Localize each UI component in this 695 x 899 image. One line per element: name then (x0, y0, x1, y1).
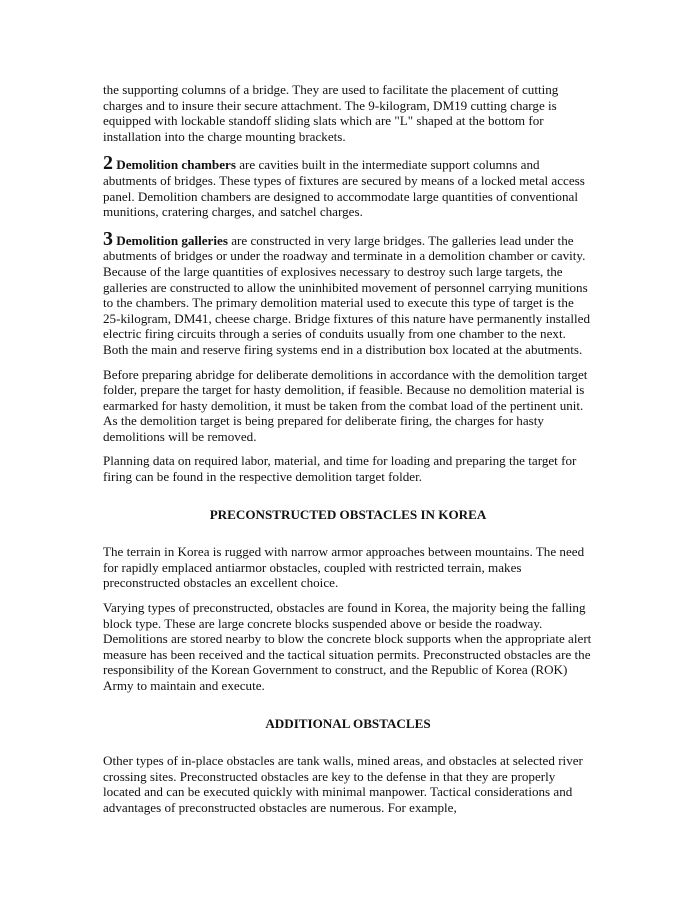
item-number: 3 (103, 227, 113, 250)
paragraph-hasty-demolition: Before preparing abridge for deliberate demolitions in accordance with the demolition target folder, prepare the target for hasty demolition, if feasible. Because no demolition material is earmarked for hasty demolition, it must be taken from the combat load of the pertinent unit. As the demolition target is being prepared for deliberate firing, the charges for hasty demolitions will be removed. (103, 366, 588, 444)
heading-korea: PRECONSTRUCTED OBSTACLES IN KOREA (209, 506, 487, 522)
paragraph-bridge-brackets: the supporting columns of a bridge. They are used to facilitate the placement of cutting charges and to insure their secure attachment. The 9-kilogram, DM19 cutting charge is equipped with lockable standoff sliding slats which are "L" shaped at the bottom for installation into the charge mounting brackets. (103, 82, 559, 144)
item-number: 2 (103, 152, 113, 175)
paragraph-korea-terrain: The terrain in Korea is rugged with narrow armor approaches between mountains. The need for rapidly emplaced antiarmor obstacles, coupled with restricted terrain, makes preconstructed obstacles an excellent choice. (103, 544, 585, 591)
heading-additional-obstacles: ADDITIONAL OBSTACLES (265, 715, 431, 731)
paragraph-demolition-chambers (103, 152, 593, 220)
term-demolition-galleries: Demolition galleries (116, 232, 228, 248)
paragraph-korea-obstacle-types: Varying types of preconstructed, obstacles are found in Korea, the majority being the falling block type. These are large concrete blocks suspended above or beside the roadway. Demolitions are stored nearby to blow the concrete block supports when the appropriate alert measure has been received and the tactical situation permits. Preconstructed obstacles are the responsibility of the Korean Government to construct, and the Republic of Korea (ROK) Army to maintain and execute. (103, 600, 592, 693)
paragraph-demolition-galleries (103, 227, 593, 358)
paragraph-planning-data: Planning data on required labor, material, and time for loading and preparing the target for firing can be found in the respective demolition target folder. (103, 453, 577, 485)
term-demolition-chambers: Demolition chambers (116, 157, 236, 173)
paragraph-text: are cavities built in the intermediate support columns and abutments of bridges. These types of fixtures are secured by means of a locked metal access panel. Demolition chambers are designed to accommodate large quantities of conventional munitions, cratering charges, and satchel charges. (103, 157, 585, 220)
paragraph-additional-obstacles: Other types of in-place obstacles are tank walls, mined areas, and obstacles at selected river crossing sites. Preconstructed obstacles are key to the defense in that they are properly located and can be executed quickly with minimal manpower. Tactical considerations and advantages of preconstructed obstacles are numerous. For example, (103, 753, 583, 815)
document-page (103, 82, 593, 825)
paragraph-text: are constructed in very large bridges. The galleries lead under the abutments of bridges or under the roadway and terminate in a demolition chamber or cavity. Because of the large quantities of explosives necessary to destroy such large targets, the galleries are constructed to allow the uninhibited movement of personnel carrying munitions to the chambers. The primary demolition material used to execute this type of target is the 25-kilogram, DM41, cheese charge. Bridge fixtures of this nature have permanently installed electric firing circuits through a series of conduits usually from one chamber to the next. Both the main and reserve firing systems end in a distribution box located at the abutments. (103, 232, 590, 357)
